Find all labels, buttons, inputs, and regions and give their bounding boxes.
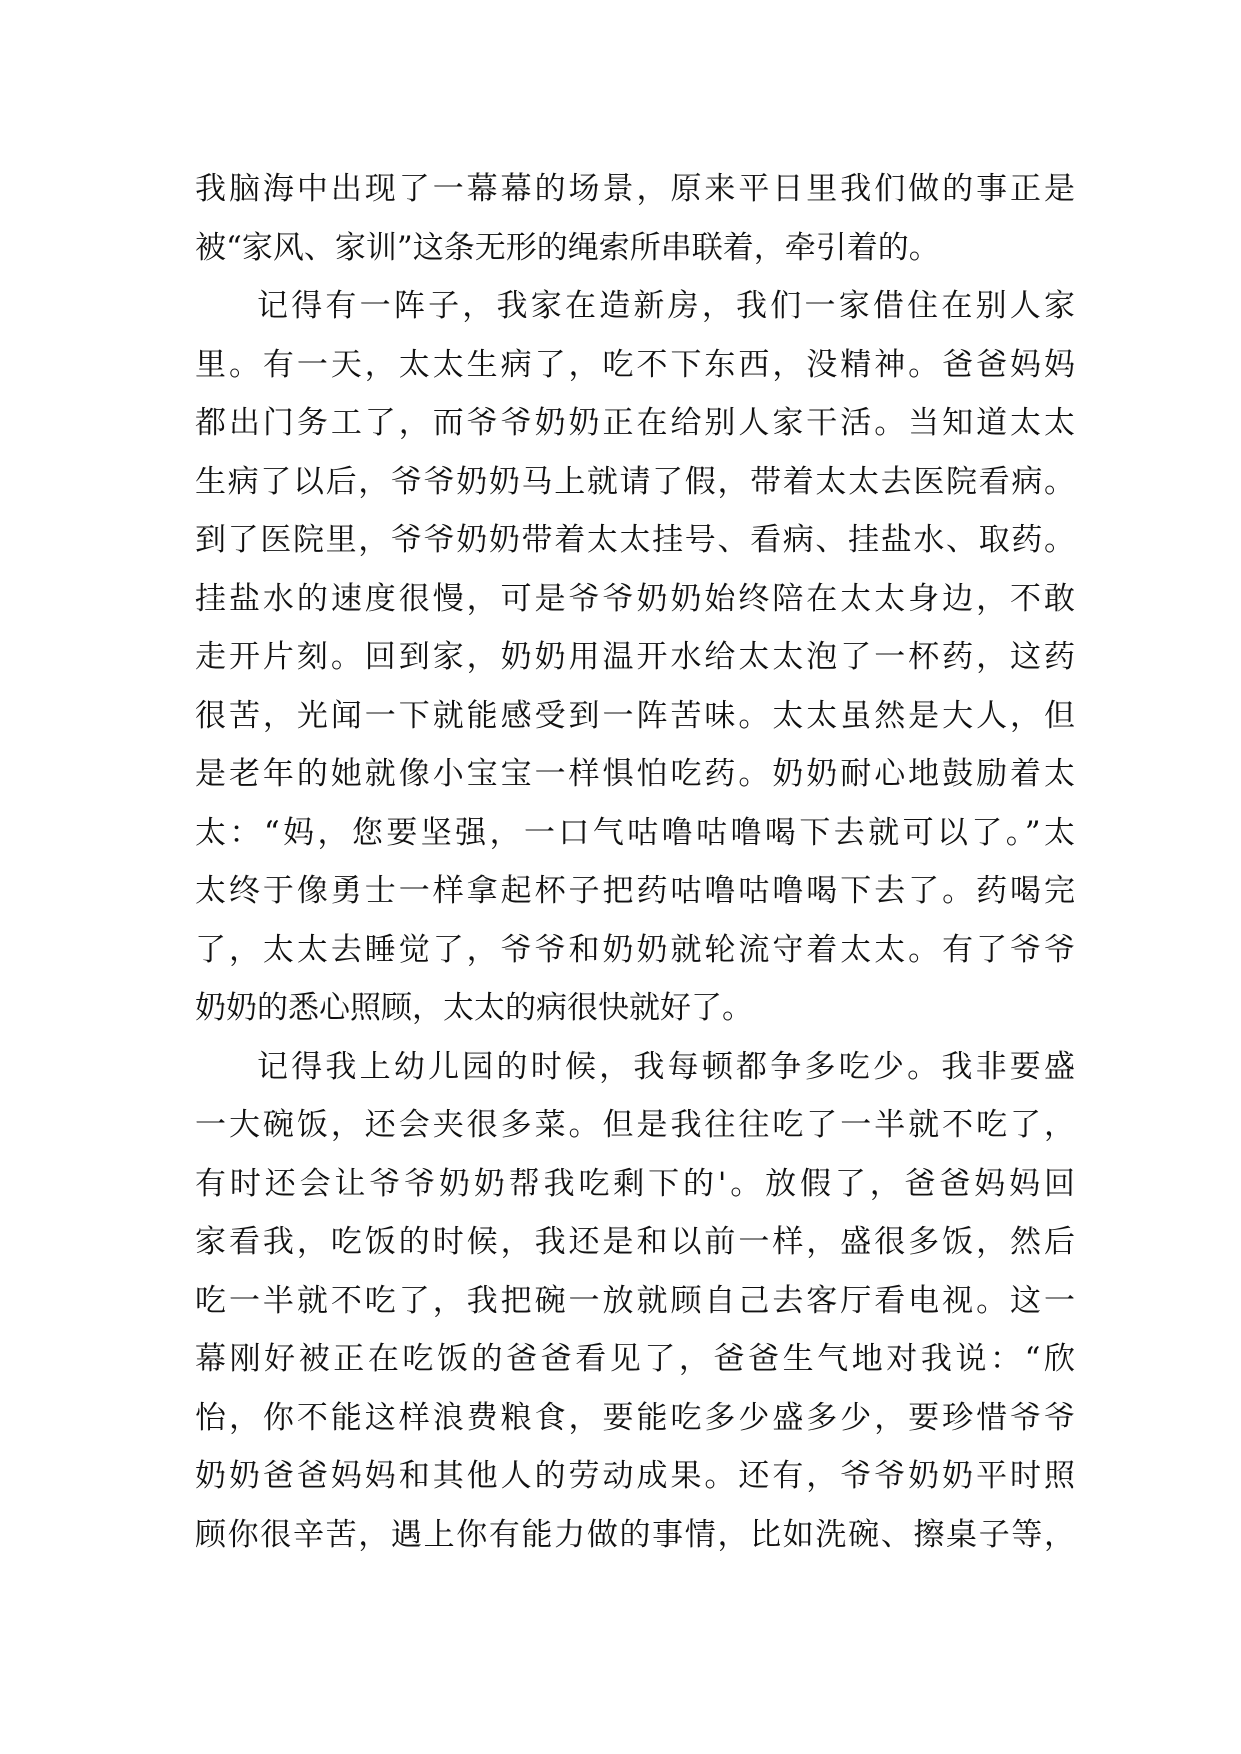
paragraph [195, 160, 1075, 277]
text-line: 一大碗饭，还会夹很多菜。但是我往往吃了一半就不吃了， [195, 1107, 1075, 1143]
text-line: 我脑海中出现了一幕幕的场景，原来平日里我们做的事正是 [195, 171, 1075, 207]
text-line: 记得有一阵子，我家在造新房，我们一家借住在别人家 [257, 288, 1075, 324]
text-line: 有时还会让爷爷奶奶帮我吃剩下的'。放假了，爸爸妈妈回 [195, 1165, 1075, 1202]
text-line: 挂盐水的速度很慢，可是爷爷奶奶始终陪在太太身边，不敢 [195, 580, 1075, 617]
text-line: 家看我，吃饭的时候，我还是和以前一样，盛很多饭，然后 [195, 1224, 1075, 1260]
paragraph [195, 1038, 1075, 1565]
text-line: 走开片刻。回到家，奶奶用温开水给太太泡了一杯药，这药 [195, 639, 1075, 675]
text-line: 很苦，光闻一下就能感受到一阵苦味。太太虽然是大人，但 [195, 697, 1075, 734]
text-line: 太终于像勇士一样拿起杯子把药咕噜咕噜喝下去了。药喝完 [195, 873, 1075, 909]
text-line: 是老年的她就像小宝宝一样惧怕吃药。奶奶耐心地鼓励着太 [195, 756, 1075, 792]
text-line: 都出门务工了，而爷爷奶奶正在给别人家干活。当知道太太 [195, 405, 1075, 441]
text-line: 被“家风、家训”这条无形的绳索所串联着，牵引着的。 [195, 229, 940, 266]
text-line: 里。有一天，太太生病了，吃不下东西，没精神。爸爸妈妈 [195, 346, 1075, 383]
text-line: 怡，你不能这样浪费粮食，要能吃多少盛多少，要珍惜爷爷 [195, 1399, 1075, 1436]
text-line: 吃一半就不吃了，我把碗一放就顾自己去客厅看电视。这一 [195, 1282, 1075, 1319]
paragraph [195, 277, 1075, 1038]
text-line: 了，太太去睡觉了，爷爷和奶奶就轮流守着太太。有了爷爷 [195, 931, 1075, 968]
text-line: 奶奶的悉心照顾，太太的病很快就好了。 [195, 990, 753, 1026]
text-line: 幕刚好被正在吃饭的爸爸看见了，爸爸生气地对我说：“欣 [195, 1341, 1075, 1377]
text-line: 顾你很辛苦，遇上你有能力做的事情，比如洗碗、擦桌子等， [195, 1516, 1075, 1553]
body-text [195, 160, 1075, 1564]
text-line: 到了医院里，爷爷奶奶带着太太挂号、看病、挂盐水、取药。 [195, 522, 1075, 558]
text-line: 记得我上幼儿园的时候，我每顿都争多吃少。我非要盛 [257, 1048, 1075, 1085]
text-line: 奶奶爸爸妈妈和其他人的劳动成果。还有，爷爷奶奶平时照 [195, 1458, 1075, 1494]
text-line: 生病了以后，爷爷奶奶马上就请了假，带着太太去医院看病。 [195, 463, 1075, 500]
text-line: 太：“妈，您要坚强，一口气咕噜咕噜喝下去就可以了。”太 [195, 814, 1075, 851]
